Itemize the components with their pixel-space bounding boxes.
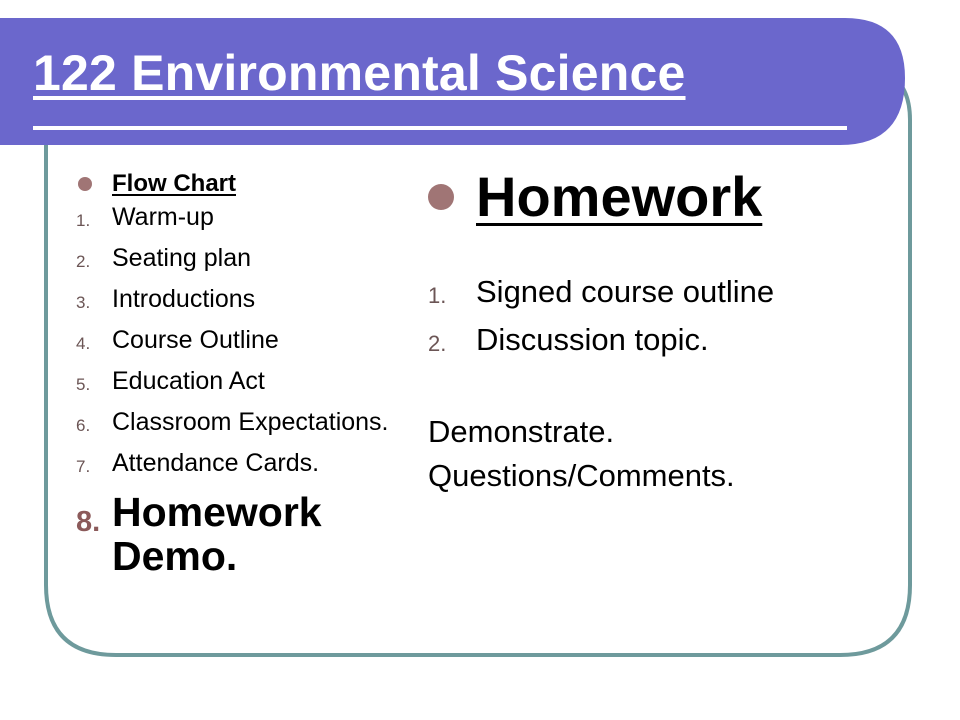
list-text: Warm-up <box>112 203 214 231</box>
flow-chart-column <box>76 170 396 587</box>
list-item <box>76 367 396 399</box>
title-rule <box>33 126 847 130</box>
list-number: 1. <box>76 211 91 230</box>
list-item <box>76 244 396 276</box>
list-text: Signed course outline <box>476 274 775 309</box>
list-number: 4. <box>76 334 91 353</box>
list-item <box>428 270 908 318</box>
flow-chart-heading: Flow Chart <box>112 170 236 197</box>
list-number: 5. <box>76 375 91 394</box>
list-item <box>76 203 396 235</box>
list-number: 6. <box>76 416 91 435</box>
list-text: Discussion topic. <box>476 322 709 357</box>
homework-column <box>428 162 908 498</box>
list-text: Course Outline <box>112 326 279 354</box>
questions-text: Questions/Comments. <box>428 458 735 493</box>
list-text: Homework Demo. <box>112 489 322 579</box>
list-item <box>76 408 396 440</box>
list-text: Seating plan <box>112 244 252 272</box>
list-item <box>428 318 908 366</box>
list-item-current <box>76 490 396 578</box>
bullet-dot-icon <box>428 184 454 210</box>
homework-heading: Homework <box>476 165 763 228</box>
list-text: Classroom Expectations. <box>112 408 389 436</box>
list-item <box>76 326 396 358</box>
list-number: 2. <box>428 331 447 356</box>
list-text: Education Act <box>112 367 265 395</box>
homework-list <box>428 270 908 366</box>
demonstrate-text: Demonstrate. <box>428 414 615 449</box>
list-number: 2. <box>76 252 91 271</box>
flow-chart-list <box>76 203 396 578</box>
list-number: 1. <box>428 283 447 308</box>
list-number: 3. <box>76 293 91 312</box>
list-number: 8. <box>76 506 101 538</box>
list-text: Attendance Cards. <box>112 449 320 477</box>
slide-title: 122 Environmental Science <box>33 45 686 101</box>
homework-heading-row <box>428 162 908 232</box>
list-item <box>76 449 396 481</box>
list-item <box>76 285 396 317</box>
bullet-dot-icon <box>78 177 92 191</box>
flow-chart-heading-row <box>76 170 396 198</box>
list-number: 7. <box>76 457 91 476</box>
list-text: Introductions <box>112 285 256 313</box>
